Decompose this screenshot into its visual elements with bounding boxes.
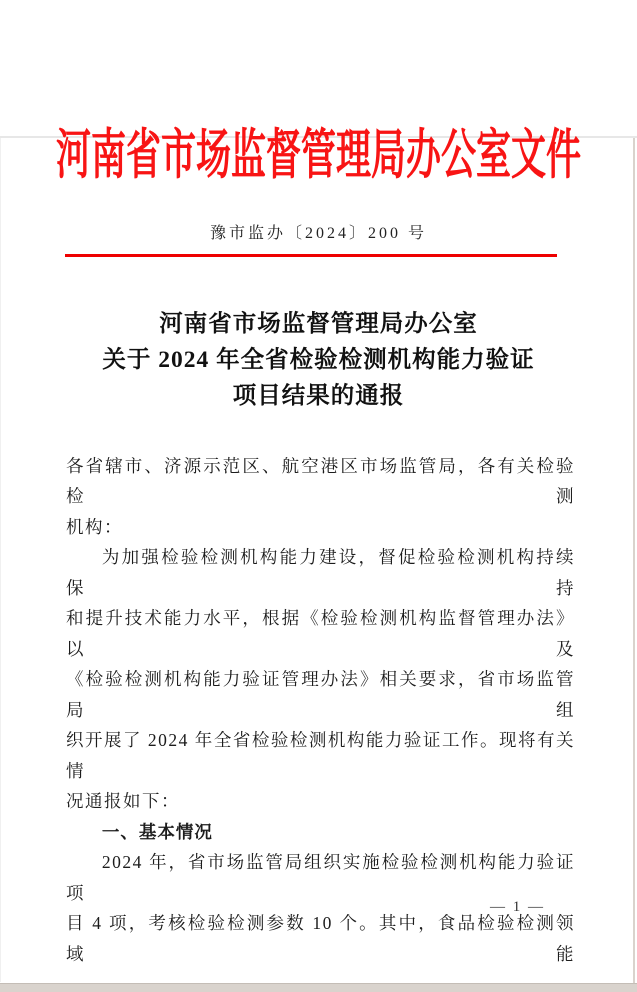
document-title-line: 关于 2024 年全省检验检测机构能力验证	[102, 346, 535, 373]
document-page	[0, 125, 637, 969]
body-line: 2024 年，省市场监管局组织实施检验检测机构能力验证项	[66, 852, 575, 903]
body-line: 机构：	[66, 516, 123, 537]
body-line: 《检验检测机构能力验证管理办法》相关要求，省市场监管局组	[66, 669, 575, 720]
page-number: — 1 —	[490, 899, 545, 915]
body-line: 和提升技术能力水平，根据《检验检测机构监督管理办法》以及	[66, 608, 575, 659]
body-line: 目 4 项，考核检验检测参数 10 个。其中，食品检验检测领域能	[66, 913, 575, 964]
page-edge-right	[633, 138, 635, 983]
document-body	[66, 451, 575, 970]
body-line: 各省辖市、济源示范区、航空港区市场监管局，各有关检验检测	[66, 455, 575, 506]
document-number: 豫市监办〔2024〕200 号	[209, 225, 427, 242]
red-separator-rule	[65, 254, 557, 257]
red-header-title: 河南省市场监督管理局办公室文件	[55, 125, 581, 186]
document-title-line: 河南省市场监督管理局办公室	[159, 310, 478, 337]
page-edge-left	[0, 138, 1, 982]
document-title	[0, 306, 637, 414]
body-line: 织开展了 2024 年全省检验检测机构能力验证工作。现将有关情	[66, 730, 575, 781]
page-edge-bottom	[0, 983, 637, 992]
section-heading-basic-situation: 一、基本情况	[101, 821, 213, 842]
document-title-line: 项目结果的通报	[232, 382, 405, 409]
body-line: 为加强检验检测机构能力建设，督促检验检测机构持续保持	[66, 547, 575, 598]
body-line: 况通报如下：	[66, 791, 180, 811]
